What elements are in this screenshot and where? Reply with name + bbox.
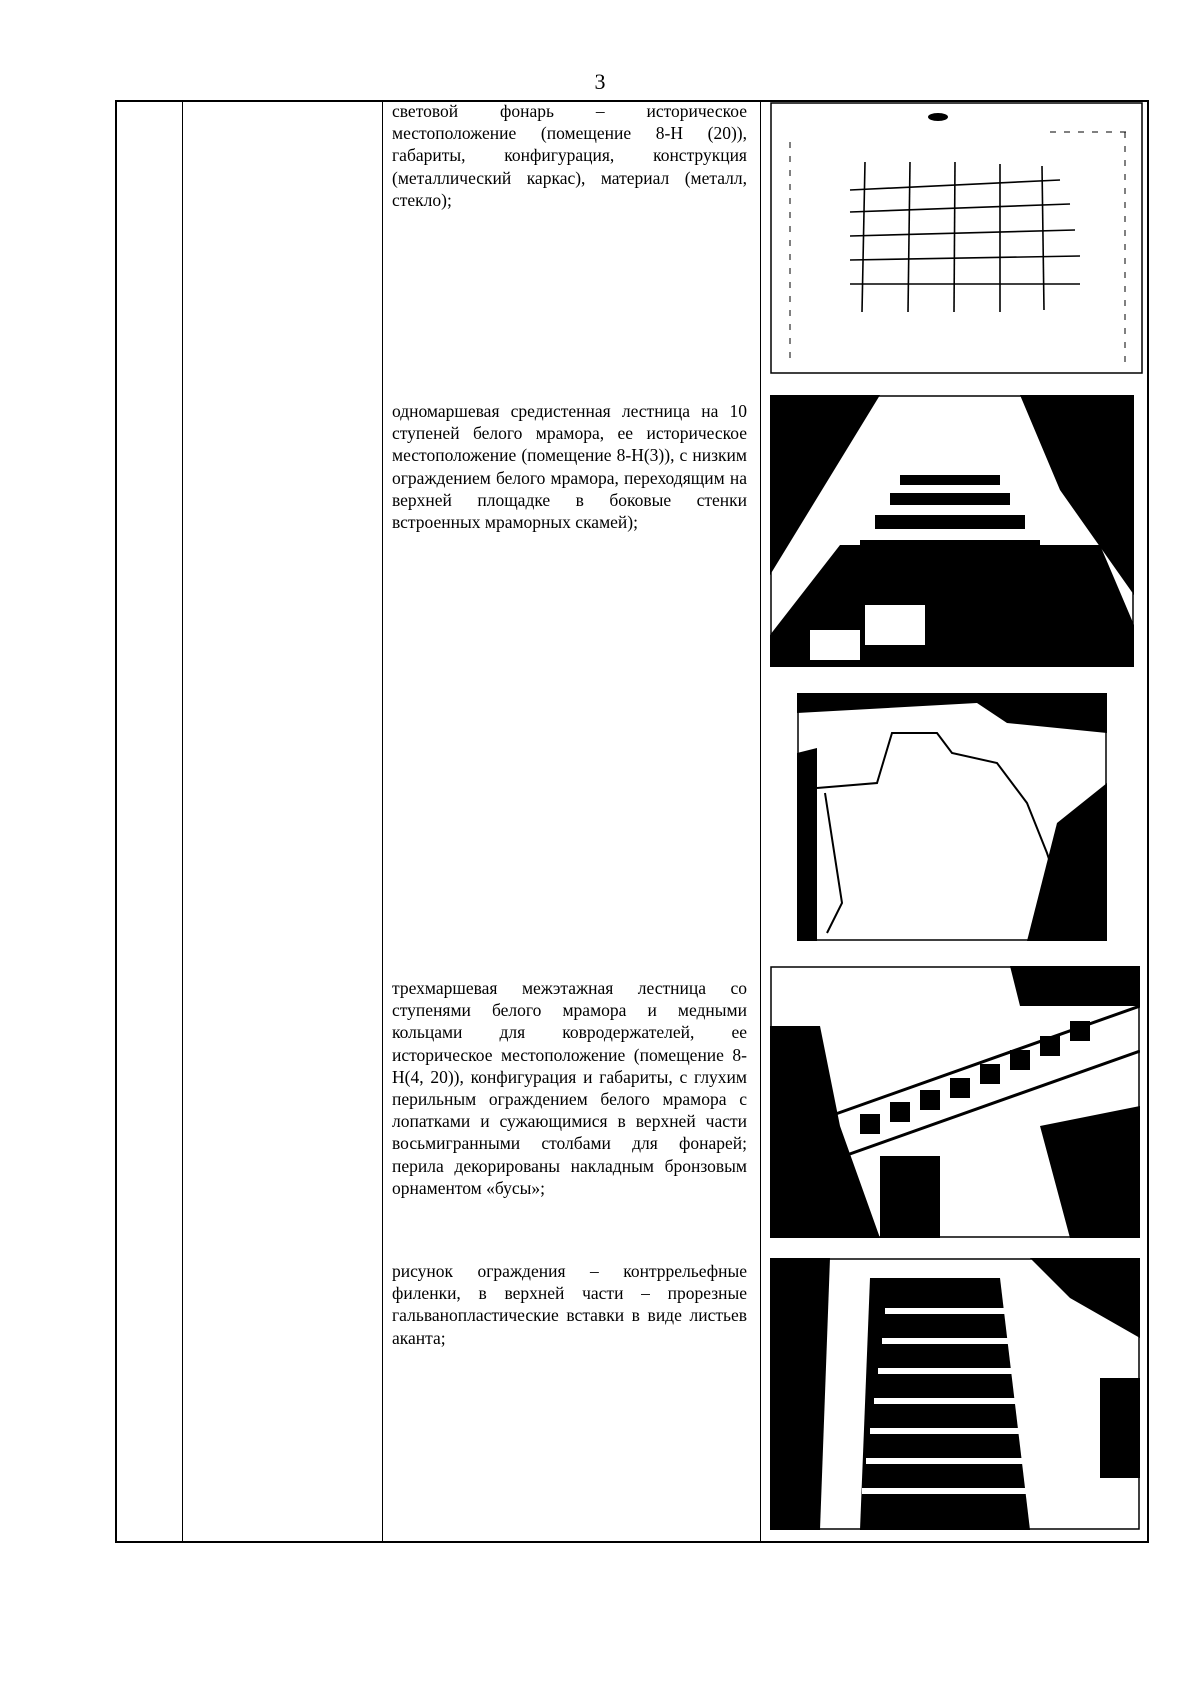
table-column-divider: [382, 102, 383, 1541]
feature-three-flight-staircase-description: трехмаршевая межэтажная лестница со ступенями белого мрамора и медными кольцами для ковродержателей, ее историческое местоположение (помещение 8-Н(4, 20)), конфигурация и габариты, с глухим перильным ограждением белого мрамора с лопатками и сужающимися в верхней части восьмигранными столбами для фонарей; перила декорированы накладным бронзовым орнаментом «бусы»;: [392, 978, 747, 1198]
table-column-divider: [760, 102, 761, 1541]
marble-staircase-photo: [770, 395, 1134, 667]
marble-bench-photo: [797, 693, 1107, 941]
three-flight-staircase-photo: [770, 966, 1140, 1238]
page-number: 3: [594, 69, 606, 94]
feature-railing-pattern-description: рисунок ограждения – контррельефные филенки, в верхней части – прорезные гальванопластические вставки в виде листьев аканта;: [392, 1261, 747, 1348]
table-column-divider: [182, 102, 183, 1541]
skylight-photo: [770, 102, 1143, 374]
feature-single-flight-staircase-description: одномаршевая средистенная лестница на 10 ступеней белого мрамора, ее историческое местоположение (помещение 8-Н(3)), с низким ограждением белого мрамора, переходящим на верхней площадке в боковые стенки встроенных мраморных скамей);: [392, 401, 747, 533]
feature-skylight-description: световой фонарь – историческое местоположение (помещение 8-Н (20)), габариты, конфигурация, конструкция (металлический каркас), материал (металл, стекло);: [392, 101, 747, 210]
staircase-railing-photo: [770, 1258, 1140, 1530]
